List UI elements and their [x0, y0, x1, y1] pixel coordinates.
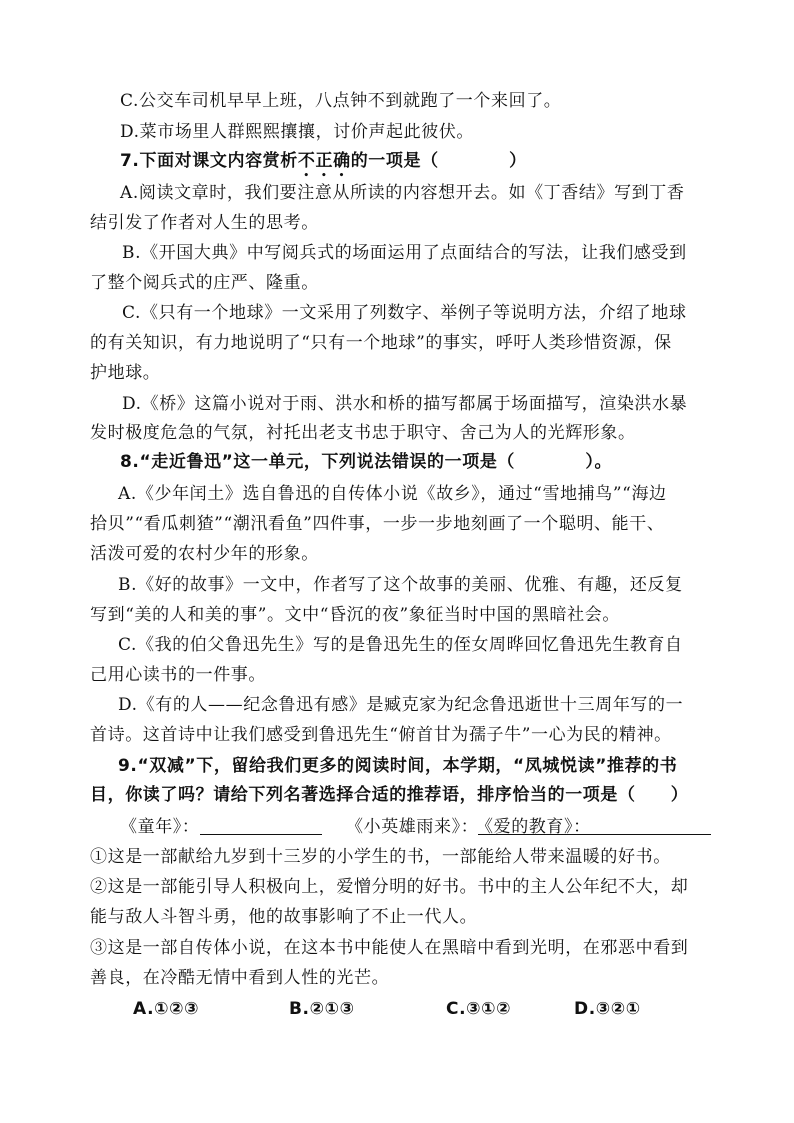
q9-book2-label: 《小英雄雨来》：	[346, 817, 479, 837]
q8-option-d-text: D.《有的人——纪念鲁迅有感》是臧克家为纪念鲁迅逝世十三周年写的一	[118, 695, 684, 715]
q9-rec2-text: ②这是一部能引导人积极向上，爱憎分明的好书。书中的主人公年纪不大，却	[90, 877, 689, 897]
q9-stem-text: 9.“双减”下，留给我们更多的阅读时间，本学期，“凤城悦读”推荐的书	[118, 756, 678, 776]
q9-book3	[476, 815, 711, 839]
q8-option-d-text: 首诗。这首诗中让我们感受到鲁迅先生“俯首甘为孺子牛”一心为民的精神。	[90, 725, 672, 745]
q7-option-d-text: D.《桥》这篇小说对于雨、洪水和桥的描写都属于场面描写，渲染洪水暴	[122, 394, 688, 414]
q7-stem-pre: 7.下面对课文内容赏析	[120, 151, 298, 171]
q8-option-c-text: C.《我的伯父鲁迅先生》写的是鲁迅先生的侄女周晔回忆鲁迅先生教育自	[118, 635, 683, 655]
q8-stem-text: 8.“走近鲁迅”这一单元，下列说法错误的一项是（ ）。	[120, 452, 613, 472]
q9-book3-label: 《爱的教育》：	[476, 817, 591, 837]
q7-option-c-text: C.《只有一个地球》一文采用了列数字、举例子等说明方法，介绍了地球	[122, 303, 687, 323]
q9-choice-b[interactable]: B.②①③	[289, 999, 355, 1019]
q7-option-a-text: A.阅读文章时，我们要注意从所读的内容想开去。如《丁香结》写到丁香	[120, 183, 685, 203]
q8-option-c-text: 己用心读书的一件事。	[90, 665, 266, 685]
q9-book1-label: 《童年》：	[120, 817, 200, 837]
q9-rec3-text: 善良，在冷酷无情中看到人性的光芒。	[90, 968, 390, 988]
q7-stem-post: 的一项是（ ）	[350, 151, 527, 171]
q9-rec3-text: ③这是一部自传体小说，在这本书中能使人在黑暗中看到光明，在邪恶中看到	[90, 938, 689, 958]
q8-option-a-text: 活泼可爱的农村少年的形象。	[90, 544, 319, 564]
q9-book3-blank[interactable]	[591, 816, 711, 835]
q7-option-c-text: 护地球。	[90, 363, 161, 383]
q7-option-c-text: 的有关知识，有力地说明了“只有一个地球”的事实，呼吁人类珍惜资源，保	[90, 333, 672, 353]
q9-book1-blank[interactable]	[200, 816, 322, 835]
q8-option-b-text: B.《好的故事》一文中，作者写了这个故事的美丽、优雅、有趣，还反复	[118, 575, 683, 595]
q7-stem-emphasis: 不正确	[297, 151, 351, 171]
q7-option-d-text: 发时极度危急的气氛，衬托出老支书忠于职守、舍己为人的光辉形象。	[90, 423, 636, 443]
q6-option-d-text: D.菜市场里人群熙熙攘攘，讨价声起此彼伏。	[120, 122, 475, 142]
q8-option-b-text: 写到“美的人和美的事”。文中“昏沉的夜”象征当时中国的黑暗社会。	[90, 605, 620, 625]
q8-option-a-text: 拾贝”“看瓜刺猹”“潮汛看鱼”四件事，一步一步地刻画了一个聪明、能干、	[90, 514, 665, 534]
q7-option-b-text: B.《开国大典》中写阅兵式的场面运用了点面结合的写法，让我们感受到	[122, 243, 687, 263]
q8-option-a-text: A.《少年闰土》选自鲁迅的自传体小说《故乡》，通过“雪地捕鸟”“海边	[118, 484, 667, 504]
q7-option-a-text: 结引发了作者对人生的思考。	[90, 213, 319, 233]
q9-stem-text: 目，你读了吗？请给下列名著选择合适的推荐语，排序恰当的一项是（ ）	[90, 785, 689, 805]
q6-option-c-text: C.公交车司机早早上班，八点钟不到就跑了一个来回了。	[120, 91, 562, 111]
q9-choice-a[interactable]: A.①②③	[133, 999, 200, 1019]
q9-choice-c[interactable]: C.③①②	[446, 999, 512, 1019]
q9-rec1-text: ①这是一部献给九岁到十三岁的小学生的书，一部能给人带来温暖的好书。	[90, 847, 671, 867]
q9-choice-d[interactable]: D.③②①	[574, 999, 641, 1019]
q9-book1	[120, 815, 322, 839]
q7-option-b-text: 了整个阅兵式的庄严、隆重。	[90, 273, 319, 293]
q9-rec2-text: 能与敌人斗智斗勇，他的故事影响了不止一代人。	[90, 907, 478, 927]
